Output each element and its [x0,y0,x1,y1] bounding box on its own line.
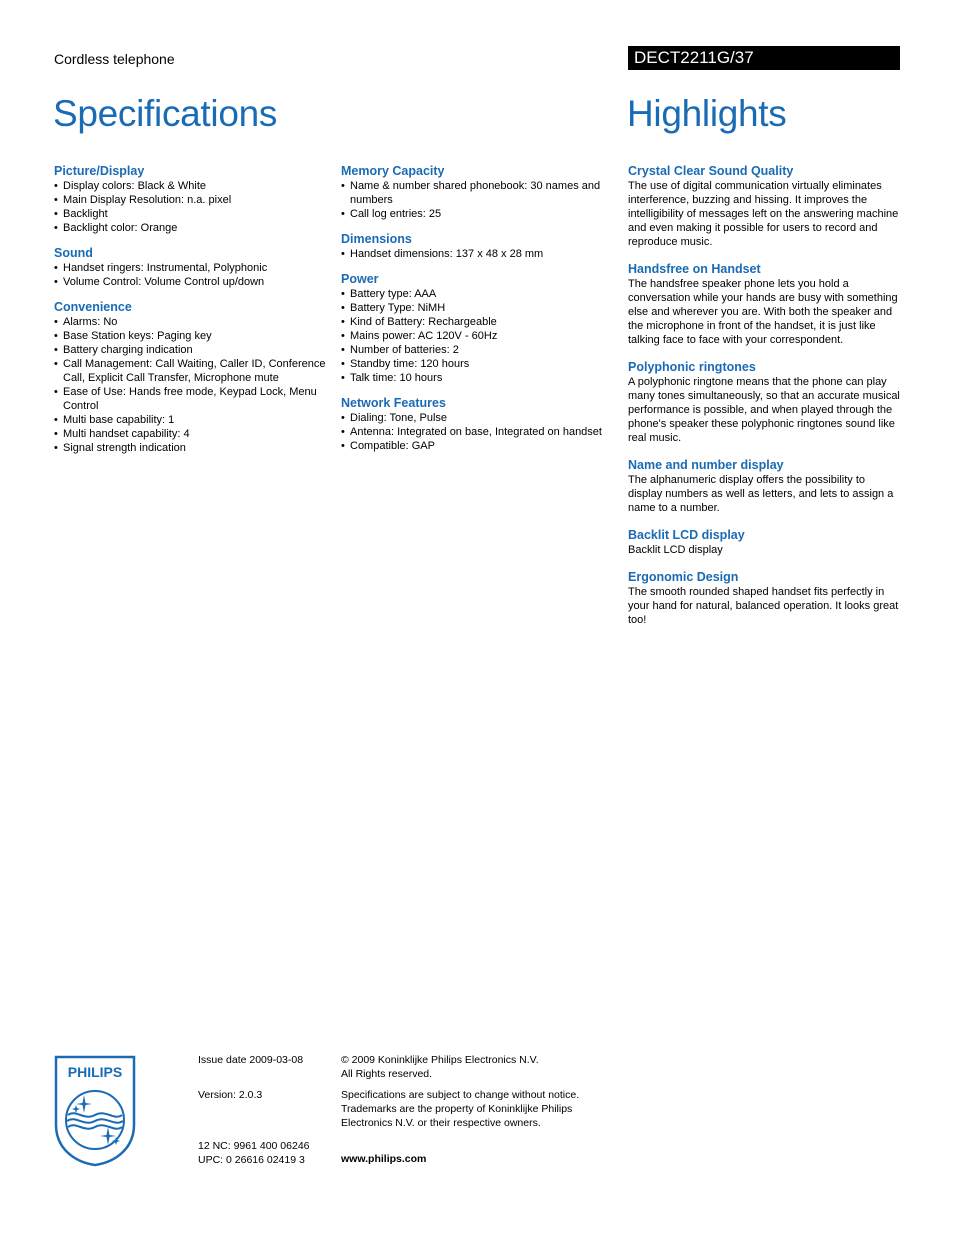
spec-heading: Dimensions [341,232,412,246]
highlight-block [628,164,900,249]
spec-item: • Multi handset capability: 4 [54,427,326,441]
highlights-column [628,164,900,640]
highlight-text: The alphanumeric display offers the possibility to display numbers as well as letters, and lets to assign a name to a number. [628,474,894,514]
spec-item: • Standby time: 120 hours [341,357,613,371]
spec-heading: Sound [54,246,93,260]
spec-item: • Mains power: AC 120V - 60Hz [341,329,613,343]
rights-line: All Rights reserved. [341,1068,433,1080]
highlight-heading: Polyphonic ringtones [628,360,756,374]
philips-logo [54,1055,136,1167]
spec-item: • Multi base capability: 1 [54,413,326,427]
spec-heading: Power [341,272,379,286]
spec-item: • Backlight color: Orange [54,221,326,235]
spec-item: • Backlight [54,207,326,221]
spec-item: • Main Display Resolution: n.a. pixel [54,193,326,207]
spec-item: • Kind of Battery: Rechargeable [341,315,613,329]
spec-item: • Handset dimensions: 137 x 48 x 28 mm [341,247,613,261]
spec-section [341,272,613,385]
spec-heading: Picture/Display [54,164,145,178]
spec-section [341,164,613,221]
spec-item: • Number of batteries: 2 [341,343,613,357]
highlight-text: Backlit LCD display [628,544,723,556]
spec-section [54,164,326,235]
highlight-block [628,458,900,515]
highlight-heading: Backlit LCD display [628,528,745,542]
spec-heading: Memory Capacity [341,164,445,178]
spec-item: • Battery charging indication [54,343,326,357]
spec-item: • Antenna: Integrated on base, Integrated on handset [341,425,613,439]
spec-item: • Display colors: Black & White [54,179,326,193]
product-category: Cordless telephone [54,51,175,67]
spec-heading: Convenience [54,300,132,314]
highlight-block [628,262,900,347]
spec-section [341,396,613,453]
notice-line: Specifications are subject to change without notice. [341,1089,580,1101]
website-link[interactable]: www.philips.com [341,1153,427,1165]
philips-shield-icon [54,1055,136,1167]
spec-item: • Talk time: 10 hours [341,371,613,385]
spec-section [54,246,326,289]
spec-section [341,232,613,261]
spec-item: • Signal strength indication [54,441,326,455]
spec-item: • Call log entries: 25 [341,207,613,221]
highlight-block [628,570,900,627]
philips-logo-text: PHILIPS [67,1064,123,1080]
highlight-heading: Name and number display [628,458,784,472]
spec-heading: Network Features [341,396,446,410]
highlight-heading: Ergonomic Design [628,570,739,584]
issue-date: Issue date 2009-03-08 [198,1054,304,1066]
spec-item: • Dialing: Tone, Pulse [341,411,613,425]
spec-item: • Handset ringers: Instrumental, Polyphonic [54,261,326,275]
spec-section [54,300,326,455]
spec-item: • Battery Type: NiMH [341,301,613,315]
spec-item: • Base Station keys: Paging key [54,329,326,343]
specs-column-2 [341,164,613,464]
highlight-text: The smooth rounded shaped handset fits perfectly in your hand for natural, balanced operation. It looks great too! [628,586,899,626]
highlights-title: Highlights [627,93,787,134]
spec-item: • Name & number shared phonebook: 30 names and numbers [341,179,613,207]
highlight-text: A polyphonic ringtone means that the phone can play many tones simultaneously, so that an accurate musical performance is possible, and when played through the phone's speaker these polyphonic ringtones sound like real music. [628,376,900,444]
model-number: DECT2211G/37 [628,46,900,70]
spec-item: • Ease of Use: Hands free mode, Keypad Lock, Menu Control [54,385,326,413]
spec-item: • Call Management: Call Waiting, Caller ID, Conference Call, Explicit Call Transfer, Microphone mute [54,357,326,385]
highlight-block [628,528,900,557]
highlight-heading: Handsfree on Handset [628,262,761,276]
specifications-title: Specifications [53,93,278,134]
spec-item: • Compatible: GAP [341,439,613,453]
highlight-block [628,360,900,445]
upc-code: UPC: 0 26616 02419 3 [198,1154,305,1166]
notice-line: Trademarks are the property of Koninklijke Philips [341,1103,573,1115]
highlight-heading: Crystal Clear Sound Quality [628,164,794,178]
spec-item: • Battery type: AAA [341,287,613,301]
notice-line: Electronics N.V. or their respective owners. [341,1117,541,1129]
nc-code: 12 NC: 9961 400 06246 [198,1140,310,1152]
highlight-text: The use of digital communication virtually eliminates interference, buzzing and hissing. It improves the intelligibility of messages left on the answering machine and even making it possible for users to record and reproduce music. [628,180,899,248]
spec-item: • Alarms: No [54,315,326,329]
spec-item: • Volume Control: Volume Control up/down [54,275,326,289]
version: Version: 2.0.3 [198,1089,263,1101]
highlight-text: The handsfree speaker phone lets you hold a conversation while your hands are busy with something else and wherever you are. With both the speaker and the microphone in front of the handset, it is just like talking face to face with your correspondent. [628,278,898,346]
copyright-line: © 2009 Koninklijke Philips Electronics N.V. [341,1054,539,1066]
specs-column-1 [54,164,326,466]
